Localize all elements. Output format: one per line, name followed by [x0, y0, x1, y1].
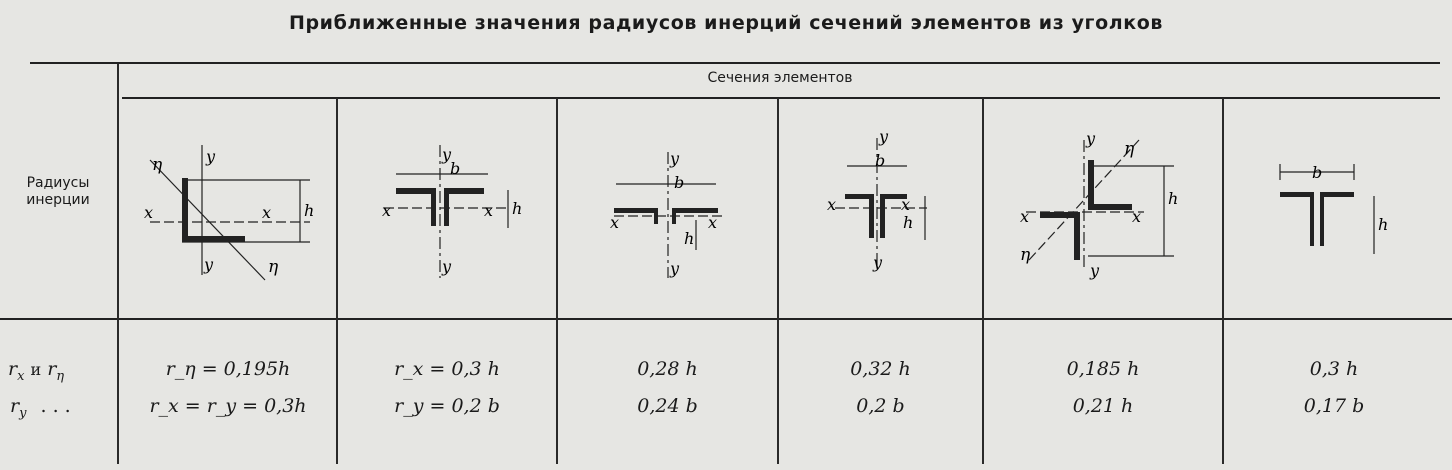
- value-col2-rx: r_x = 0,3 h: [394, 358, 500, 380]
- x-label: x: [262, 203, 272, 222]
- label-dots: . . .: [40, 395, 71, 417]
- label-sub-y: y: [19, 405, 27, 421]
- y-label: y: [879, 127, 889, 146]
- x-label: x: [708, 213, 718, 232]
- y-label: y: [1090, 261, 1100, 280]
- value-col3-rx: 0,28 h: [637, 358, 698, 380]
- section-diagram-cross-angles: [984, 100, 1222, 318]
- value-col3-ry: 0,24 b: [637, 395, 698, 417]
- label-r: r: [47, 358, 57, 380]
- label-sub-x: x: [17, 368, 25, 384]
- b-label: b: [875, 151, 886, 170]
- h-label: h: [684, 229, 695, 248]
- label-rx-reta: [8, 358, 64, 384]
- h-label: h: [1378, 215, 1389, 234]
- row-header: [0, 175, 116, 209]
- h-label: h: [512, 199, 523, 218]
- row-divider-rule: [0, 318, 1452, 320]
- y-label: y: [873, 253, 883, 272]
- group-header: Сечения элементов: [707, 70, 853, 86]
- value-col6-ry: 0,17 b: [1303, 395, 1365, 417]
- eta-label: η: [1124, 139, 1135, 159]
- section-diagram-double-angle-tee: [338, 100, 556, 318]
- page-title: Приближенные значения радиусов инерций сечений элементов из уголков: [288, 12, 1164, 34]
- h-label: h: [1168, 189, 1179, 208]
- table-top-rule: [30, 62, 1440, 64]
- x-label: x: [610, 213, 620, 232]
- value-col4-ry: 0,2 b: [856, 395, 905, 417]
- value-col4-rx: 0,32 h: [850, 358, 911, 380]
- label-sub-eta: η: [56, 368, 65, 384]
- column-divider: [117, 64, 119, 464]
- y-label: y: [670, 259, 680, 278]
- y-label: y: [1086, 129, 1096, 148]
- section-diagram-tee-unequal: [1224, 100, 1444, 318]
- value-col1-rx: r_η = 0,195h: [165, 358, 291, 380]
- h-label: h: [903, 213, 914, 232]
- value-col2-ry: r_y = 0,2 b: [394, 395, 500, 417]
- label-r: r: [10, 395, 20, 417]
- x-label: x: [382, 201, 392, 220]
- value-col5-rx: 0,185 h: [1066, 358, 1140, 380]
- value-col6-rx: 0,3 h: [1309, 358, 1359, 380]
- row-header-line-1: Радиусы: [26, 175, 90, 191]
- row-header-line-2: инерции: [26, 192, 90, 208]
- section-diagram-spaced-angles: [558, 100, 777, 318]
- section-diagram-double-angle-narrow: [779, 100, 982, 318]
- value-col1-ry: r_x = r_y = 0,3h: [149, 395, 307, 417]
- label-and: и: [30, 360, 42, 379]
- label-r: r: [8, 358, 18, 380]
- y-label: y: [442, 257, 452, 276]
- b-label: b: [674, 173, 685, 192]
- x-label: x: [144, 203, 154, 222]
- b-label: b: [450, 159, 461, 178]
- label-ry: [10, 395, 71, 421]
- x-label: x: [1132, 207, 1142, 226]
- x-label: x: [827, 195, 837, 214]
- eta-label: η: [152, 155, 163, 175]
- eta-label: η: [1020, 245, 1031, 265]
- b-label: b: [1312, 163, 1323, 182]
- y-label: y: [204, 255, 214, 274]
- y-label: y: [670, 149, 680, 168]
- section-diagram-single-angle: [120, 100, 336, 318]
- x-label: x: [484, 201, 494, 220]
- value-col5-ry: 0,21 h: [1072, 395, 1134, 417]
- h-label: h: [304, 201, 315, 220]
- x-label: x: [1020, 207, 1030, 226]
- group-header-rule: [122, 97, 1440, 99]
- x-label: x: [901, 195, 911, 214]
- y-label: y: [206, 147, 216, 166]
- eta-label: η: [268, 257, 279, 277]
- y-label: y: [442, 145, 452, 164]
